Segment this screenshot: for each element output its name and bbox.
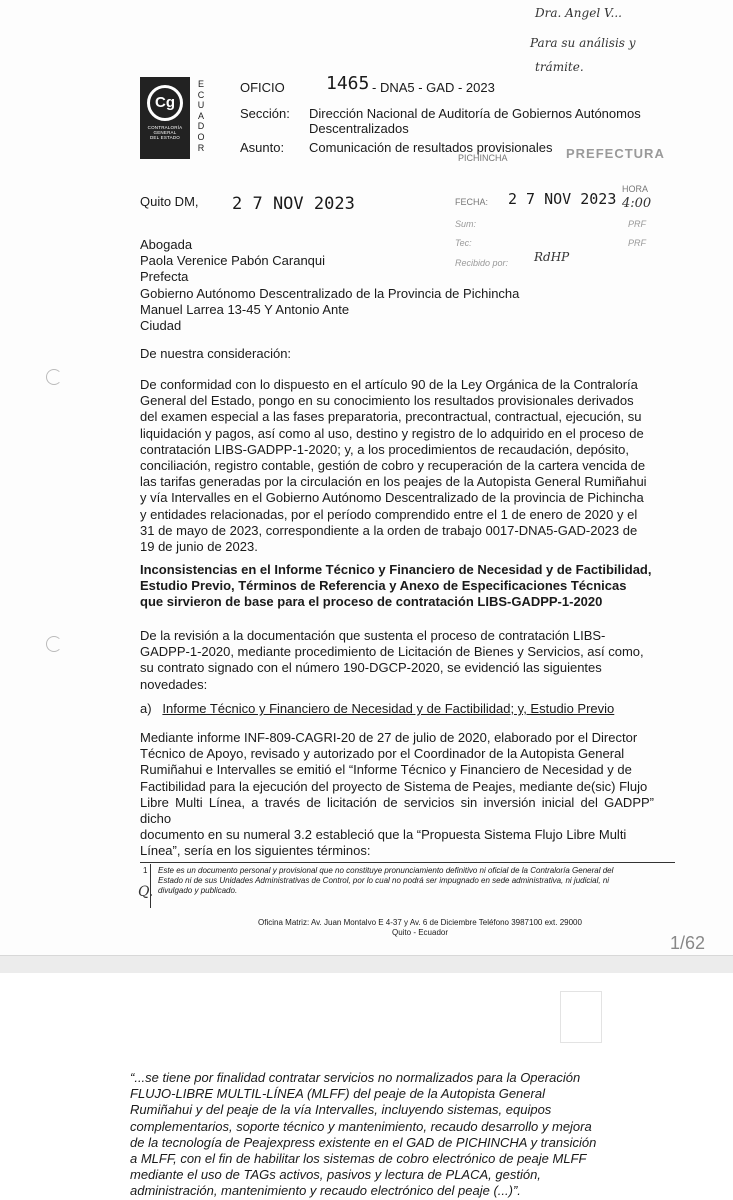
oficio-number: 1465: [326, 73, 370, 94]
paragraph-3-line: Rumiñahui e Intervalles se emitió el “Informe Técnico y Financiero de Necesidad y de: [140, 762, 632, 778]
paragraph-1: [140, 377, 654, 555]
paragraph-1-line: De conformidad con lo dispuesto en el artículo 90 de la Ley Orgánica de la Contraloría: [140, 377, 638, 392]
heading-line: Estudio Previo, Términos de Referencia y Anexo de Especificaciones Técnicas: [140, 578, 627, 594]
logo-vertical-ecuador: [196, 79, 206, 153]
seccion-line1: Dirección Nacional de Auditoría de Gobiernos Autónomos: [309, 106, 641, 121]
paragraph-1-line: conciliación, registro contable, gestión de cobro y recuperación de la cartera vencida de: [140, 458, 646, 474]
vertical-letter: D: [197, 121, 205, 132]
heading-line: que sirvieron de base para el proceso de contratación LIBS-GADPP-1-2020: [140, 594, 603, 610]
paragraph-3-line: Libre Multi Línea, a través de licitación de servicios sin inversión inicial del GADPP” dicho: [140, 794, 654, 827]
footer-city: Quito - Ecuador: [391, 928, 449, 937]
quote-line: de la tecnología de Peajexpress existente en el GAD de PICHINCHA y transición: [130, 1134, 597, 1150]
vertical-letter: E: [197, 79, 204, 89]
footnote-number: 1: [143, 866, 148, 875]
recipient-title: Abogada: [140, 237, 193, 252]
bleed-through-stamp: [560, 991, 602, 1043]
paragraph-3: [140, 730, 654, 860]
footer-address: Oficina Matriz: Av. Juan Montalvo E 4-37 y Av. 6 de Diciembre Teléfono 3987100 ext. 29000: [258, 918, 582, 927]
handwritten-note-line1: Dra. Angel V...: [535, 6, 622, 20]
stamp-recibido-value: RdHP: [534, 250, 570, 264]
oficio-code: - DNA5 - GAD - 2023: [372, 80, 495, 95]
subheading-text: Informe Técnico y Financiero de Necesidad y de Factibilidad; y, Estudio Previo: [162, 701, 615, 716]
quote-line: Rumiñahui y del peaje de la vía Intervalles, incluyendo sistemas, equipos: [130, 1102, 552, 1118]
paragraph-2-line: novedades:: [140, 676, 208, 692]
subheading-letter: a): [140, 701, 152, 716]
contraloria-logo: [140, 77, 190, 159]
recipient-institution: Gobierno Autónomo Descentralizado de la Provincia de Pichincha: [140, 285, 520, 301]
seccion-line2: Descentralizados: [309, 121, 409, 136]
asunto-label: Asunto:: [240, 140, 285, 155]
stamp-fecha-label: FECHA:: [455, 197, 489, 207]
handwritten-note-line2: Para su análisis y: [530, 36, 636, 50]
vertical-letter: R: [197, 142, 205, 153]
seccion-label: Sección:: [240, 106, 290, 121]
logo-text-1: CONTRALORÍA: [147, 125, 183, 130]
quote-line: administración, mantenimiento y recaudo electrónico del peaje (...)”.: [130, 1183, 521, 1199]
stamp-hora-label: HORA: [622, 184, 649, 194]
paragraph-1-line: las tarifas generadas por la circulación en los peajes de la Autopista General Rumiñahui: [140, 474, 647, 490]
vertical-letter: A: [197, 110, 204, 121]
footnote-initials: Q.: [138, 884, 154, 900]
paragraph-1-line: 19 de junio de 2023.: [140, 539, 258, 555]
stamp-prefectura: PREFECTURA: [566, 146, 665, 161]
quote-line: mediante el uso de TAGs activos, pasivos y lectura de PLACA, gestión,: [130, 1167, 541, 1183]
paragraph-2-line: su contrato signado con el número 190-DGCP-2020, se evidenció las siguientes: [140, 660, 602, 676]
quote-line: complementarios, soporte técnico y mantenimiento, recaudo desarrollo y mejora: [130, 1118, 592, 1134]
footnote-line2: Estado ni de sus Unidades Administrativas de Control, por lo cual no podrá ser impugnado en sede administrativa, ni judicial, ni: [158, 876, 610, 885]
binder-ring-icon: [46, 369, 62, 385]
paragraph-1-line: liquidación y pagos, así como al uso, destino y registro de lo adquirido en el proceso de: [140, 425, 644, 441]
quote-line: “...se tiene por finalidad contratar servicios no normalizados para la Operación: [130, 1070, 581, 1085]
page-counter: 1/62: [670, 933, 706, 953]
section-heading: [140, 562, 654, 611]
logo-text-3: DEL ESTADO: [149, 135, 180, 140]
stamp-pichincha: PICHINCHA: [458, 153, 508, 163]
stamp-recibido-label: Recibido por:: [455, 258, 509, 268]
recipient-name: Paola Verenice Pabón Caranqui: [140, 253, 326, 269]
letter-date: 2 7 NOV 2023: [232, 194, 355, 214]
recipient-city: Ciudad: [140, 318, 182, 334]
paragraph-1-line: del examen especial a las fases preparatoria, precontractual, contractual, ejecución, su: [140, 409, 642, 425]
logo-text-2: GENERAL: [153, 130, 177, 135]
office-footer: [150, 918, 690, 938]
quote-line: a MLFF, con el fin de habilitar los sistemas de cobro electrónico de peaje MLFF: [130, 1151, 587, 1167]
vertical-letter: O: [197, 131, 205, 142]
recipient-block: [140, 237, 519, 334]
stamp-hora-value: 4:00: [622, 196, 652, 211]
asunto-value: Comunicación de resultados provisionales: [309, 140, 553, 155]
recipient-address: Manuel Larrea 13-45 Y Antonio Ante: [140, 301, 350, 317]
paragraph-1-line: contratación LIBS-GADPP-1-2020; y, a los procedimientos de recaudación, depósito,: [140, 441, 629, 457]
stamp-prf-1: PRF: [628, 219, 646, 229]
paragraph-3-line: Mediante informe INF-809-CAGRI-20 de 27 de julio de 2020, elaborado por el Director: [140, 730, 638, 745]
footnote-line3: divulgado y publicado.: [158, 886, 238, 895]
salutation: De nuestra consideración:: [140, 346, 292, 361]
heading-line: Inconsistencias en el Informe Técnico y Financiero de Necesidad y de Factibilidad,: [140, 562, 652, 577]
paragraph-3-line: documento en su numeral 3.2 estableció que la “Propuesta Sistema Flujo Libre Multi: [140, 827, 627, 843]
paragraph-2-line: De la revisión a la documentación que sustenta el proceso de contratación LIBS-: [140, 628, 606, 643]
stamp-fecha-value: 2 7 NOV 2023: [508, 190, 617, 208]
page-separator: [0, 955, 733, 974]
paragraph-2-line: GADPP-1-2020, mediante procedimiento de Licitación de Bienes y Servicios, así como,: [140, 644, 644, 660]
quote-block: [130, 1070, 620, 1200]
paragraph-3-line: Factibilidad para la ejecución del proyecto de Sistema de Peajes, mediante de(sic) Flujo: [140, 778, 648, 794]
paragraph-1-line: General del Estado, pongo en su conocimiento los resultados provisionales derivados: [140, 393, 634, 409]
stamp-prf-2: PRF: [628, 238, 646, 248]
paragraph-1-line: y vía Intervalles en el Gobierno Autónomo Descentralizado de la provincia de Pichincha: [140, 490, 644, 506]
oficio-label: OFICIO: [240, 80, 285, 95]
recipient-position: Prefecta: [140, 269, 189, 285]
stamp-sum-label: Sum:: [455, 219, 477, 229]
vertical-letter: U: [197, 100, 205, 111]
stamp-tec-label: Tec:: [455, 238, 472, 248]
paragraph-1-line: y entidades relacionadas, por el período comprendido entre el 1 de enero de 2020 y el: [140, 506, 638, 522]
paragraph-1-line: 31 de mayo de 2023, correspondiente a la orden de trabajo 0017-DNA5-GAD-2023 de: [140, 522, 638, 538]
paragraph-2: [140, 628, 654, 693]
vertical-letter: C: [197, 89, 205, 100]
binder-ring-icon: [46, 636, 62, 652]
paragraph-3-line: Técnico de Apoyo, revisado y autorizado por el Coordinador de la Autopista General: [140, 746, 625, 762]
footnote-line1: Este es un documento personal y provisional que no constituye pronunciamiento definitivo ni oficial de la Contraloría General del: [158, 866, 614, 875]
handwritten-note-line3: trámite.: [535, 60, 584, 74]
paragraph-3-line: Línea”, sería en los siguientes términos:: [140, 843, 371, 859]
logo-mark: Cg: [147, 85, 183, 121]
subheading-a: [140, 701, 654, 717]
document-page-2: [0, 973, 733, 1200]
city: Quito DM,: [140, 194, 199, 209]
footnote-rule: [140, 862, 675, 863]
footnote-text: [158, 866, 678, 896]
quote-line: FLUJO-LIBRE MULTIL-LÍNEA (MLFF) del peaje de la Autopista General: [130, 1086, 545, 1102]
